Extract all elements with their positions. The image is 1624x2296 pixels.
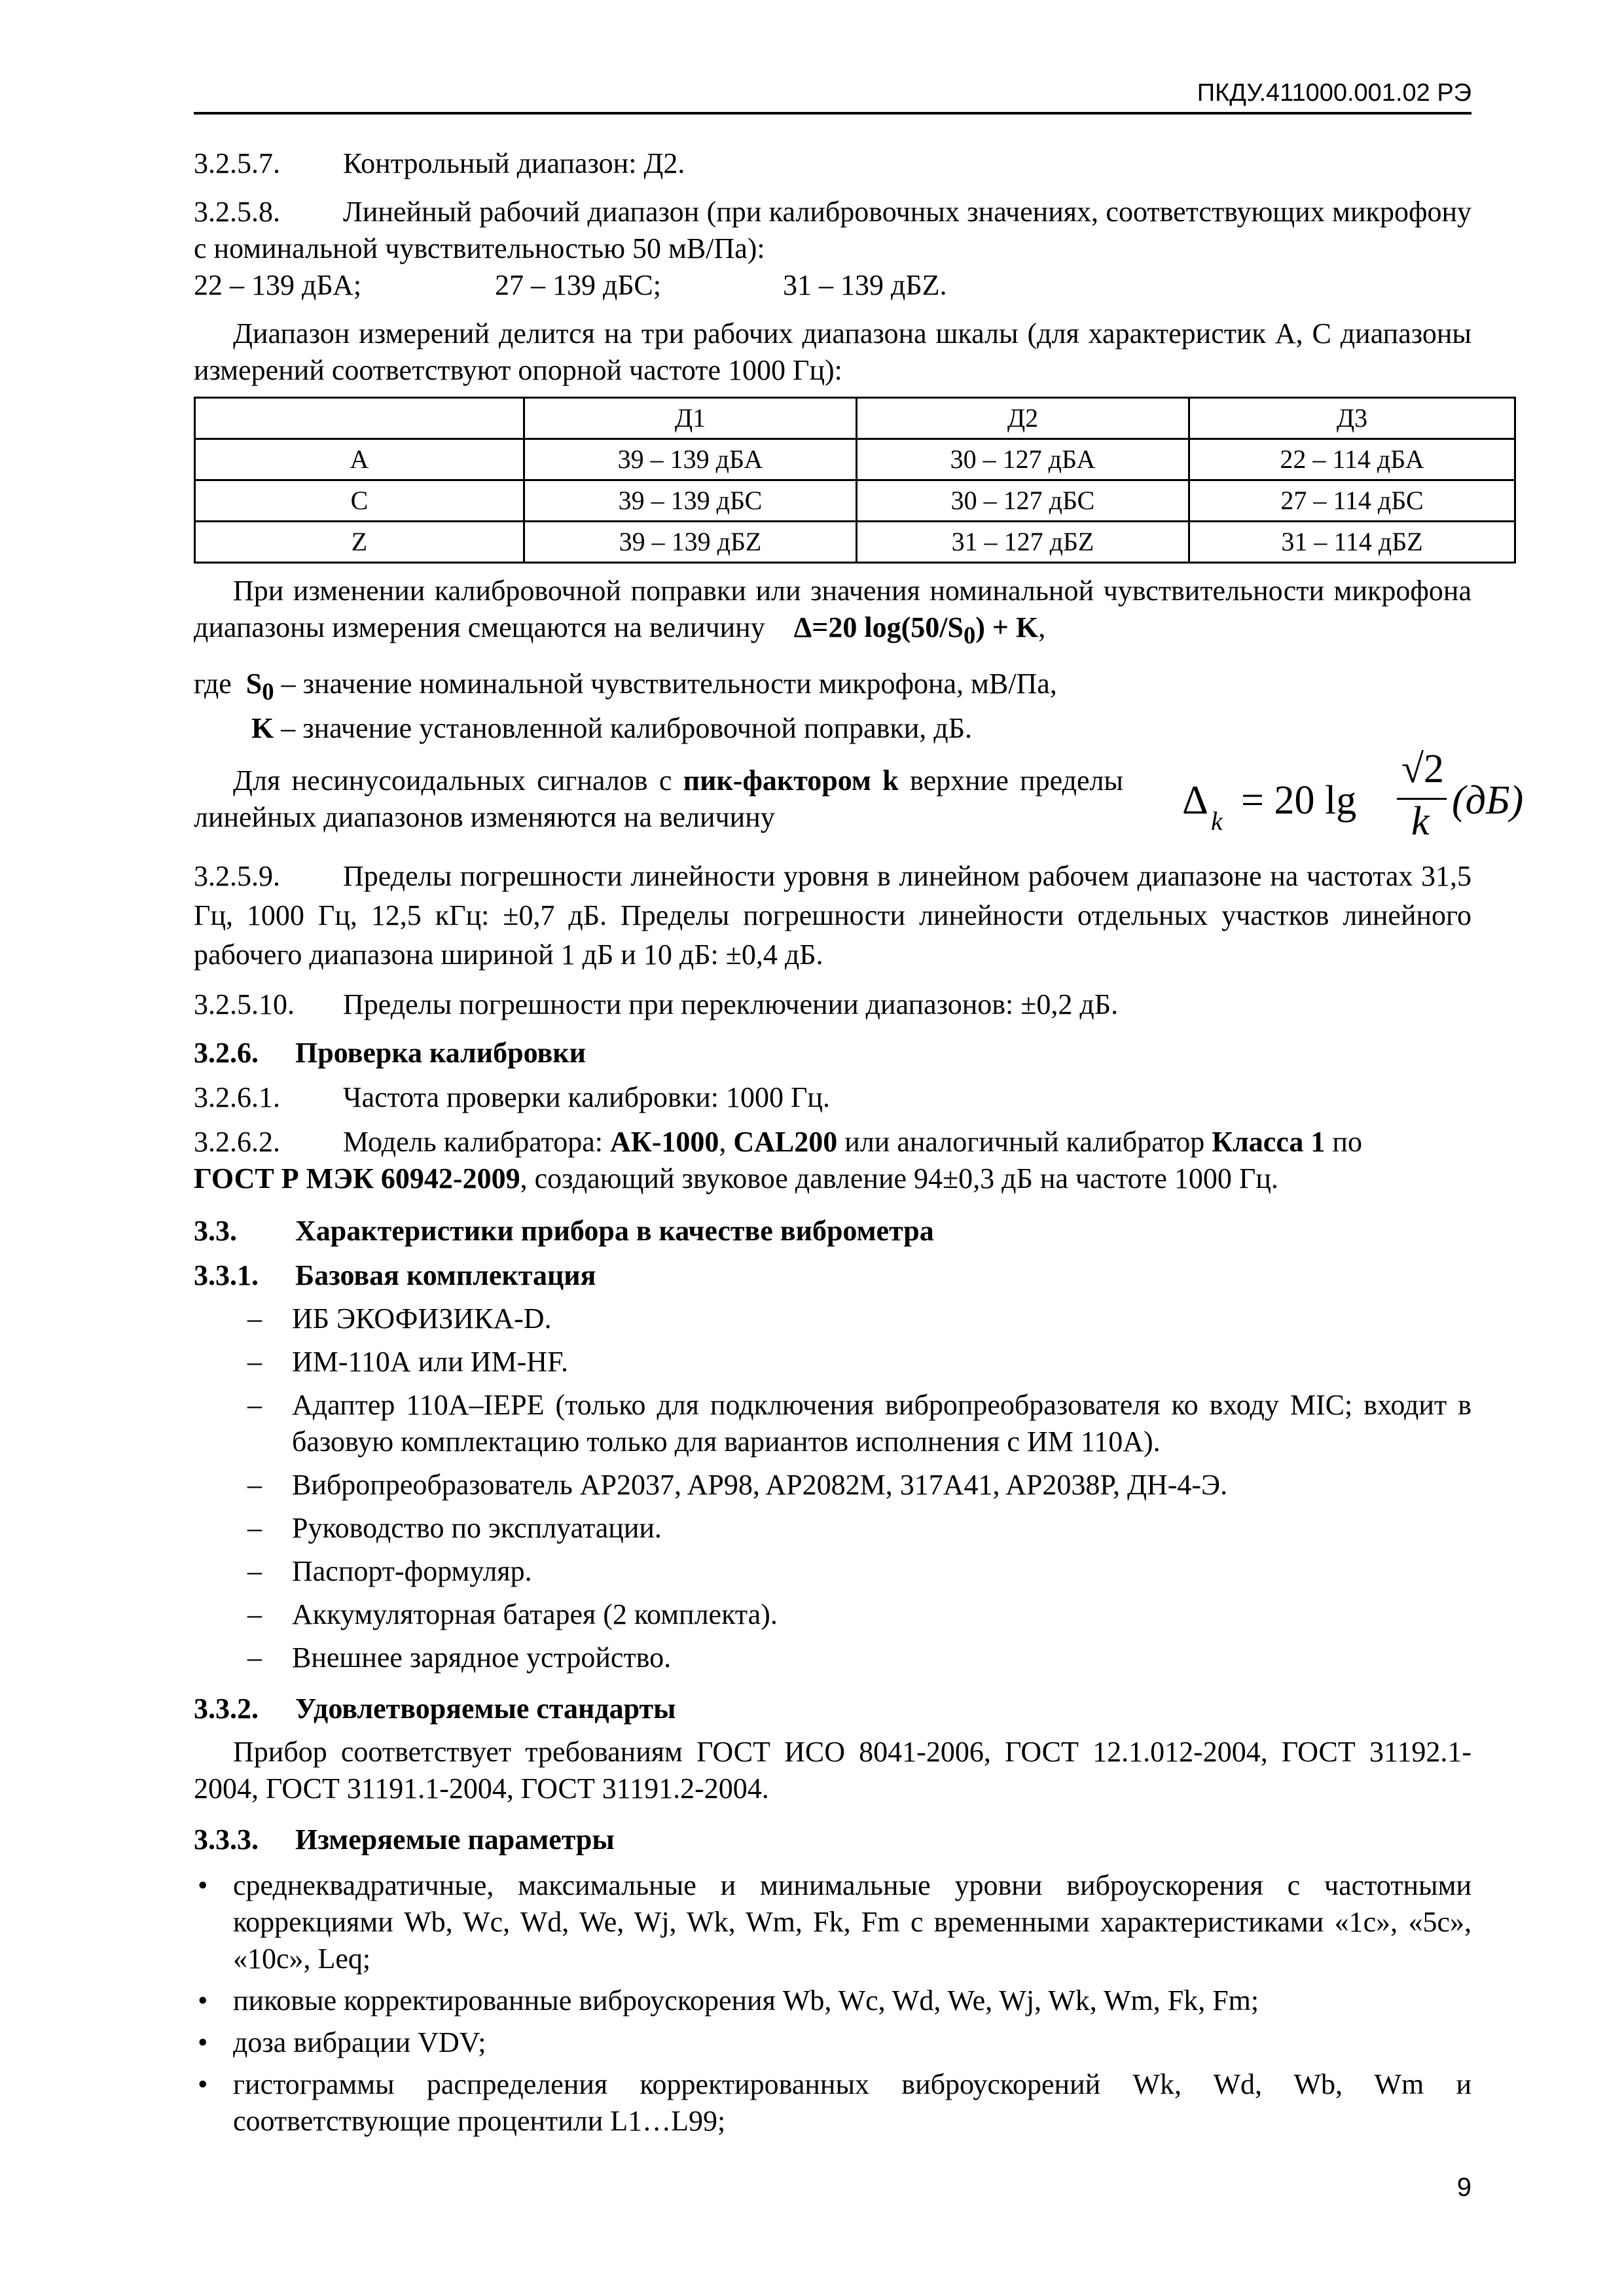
- list-item: – Руководство по эксплуатации.: [247, 1511, 662, 1544]
- page-number: 9: [1456, 2173, 1471, 2202]
- table-header-row: [195, 398, 1515, 439]
- shift-formula: Δ=20 $\log(50/S_0) + K$: [793, 611, 1039, 649]
- item-3-2-6-1: [194, 1079, 1471, 1116]
- measured-params-list: [194, 1867, 1471, 2140]
- section-number: 3.3.2.: [194, 1692, 259, 1725]
- item-text: Пределы погрешности линейности уровня в линейном рабочем диапазоне на частотах 31,5 Гц, 1000 Гц, 12,5 кГц: ±0,7 дБ. Пределы погрешности линейности отдельных участков линейного рабочего диапазона шириной 1 дБ и 10 дБ: ±0,4 дБ.: [194, 859, 1471, 971]
- page-content: [194, 145, 1524, 2140]
- table-cell: 22 – 114 дБА: [1189, 439, 1515, 480]
- table-cell: 30 – 127 дБС: [857, 480, 1189, 522]
- range-a: 22 – 139 дБА;: [194, 269, 362, 301]
- section-title: Проверка калибровки: [295, 1036, 586, 1069]
- item-number: 3.2.6.2.: [194, 1125, 280, 1158]
- table-row: [195, 522, 1515, 563]
- table-header-cell: [195, 398, 524, 439]
- table-cell: 39 – 139 дБС: [524, 480, 857, 522]
- table-row: [195, 439, 1515, 480]
- list-item: – Аккумуляторная батарея (2 комплекта).: [247, 1598, 778, 1630]
- section-3-2-6: [194, 1035, 1471, 1071]
- item-3-2-5-7: [194, 145, 1471, 182]
- section-title: Характеристики прибора в качестве виброметра: [295, 1214, 934, 1247]
- section-number: 3.2.6.: [194, 1036, 259, 1069]
- where-k: [194, 710, 1471, 747]
- document-page: [194, 0, 1524, 2296]
- item-3-2-5-10: [194, 986, 1471, 1023]
- item-text: Линейный рабочий диапазон (при калибровочных значениях, соответствующих микрофону с номинальной чувствительностью 50 мВ/Па):: [194, 196, 1471, 264]
- list-item: • среднеквадратичные, максимальные и минимальные уровни виброускорения с частотными коррекциями Wb, Wc, Wd, We, Wj, Wk, Wm, Fk, Fm с временными характеристиками «1с», «5с», «10с», Leq;: [198, 1869, 1471, 1975]
- item-number: 3.2.5.10.: [194, 988, 295, 1020]
- crest-factor-block: [194, 746, 1524, 857]
- section-3-3-2: [194, 1691, 1471, 1727]
- s0-symbol: $S_0$: [245, 667, 274, 705]
- item-number: 3.2.5.8.: [194, 196, 280, 228]
- table-cell: 31 – 127 дБZ: [857, 522, 1189, 563]
- table-cell: Z: [195, 522, 524, 563]
- item-text: Контрольный диапазон: Д2.: [343, 147, 685, 179]
- table-header-cell: Д3: [1189, 398, 1515, 439]
- table-cell: A: [195, 439, 524, 480]
- table-cell: C: [195, 480, 524, 522]
- ranges-table: [194, 397, 1516, 564]
- section-3-3-1: [194, 1257, 1471, 1294]
- section-title: Удовлетворяемые стандарты: [295, 1692, 676, 1725]
- list-item: – ИБ ЭКОФИЗИКА-D.: [247, 1302, 552, 1335]
- list-item: • пиковые корректированные виброускорения Wb, Wc, Wd, We, Wj, Wk, Wm, Fk, Fm;: [198, 1984, 1259, 2017]
- item-3-2-5-8: [194, 194, 1471, 267]
- standards-text: Прибор соответствует требованиям ГОСТ ИСО 8041-2006, ГОСТ 12.1.012-2004, ГОСТ 31192.1-2004, ГОСТ 31191.1-2004, ГОСТ 31191.2-2004.: [194, 1735, 1471, 1804]
- table-cell: 30 – 127 дБА: [857, 439, 1189, 480]
- table-cell: 31 – 114 дБZ: [1189, 522, 1515, 563]
- item-3-2-6-2: 3.2.6.2. Модель калибратора: АК-1000, CAL200 или аналогичный калибратор Класса 1 по ГОСТ Р МЭК 60942-2009, создающий звуковое давление 94±0,3 дБ на частоте 1000 Гц.: [194, 1124, 1471, 1197]
- table-cell: 39 – 139 дБZ: [524, 522, 857, 563]
- list-item: – Вибропреобразователь AP2037, AP98, AP2082M, 317A41, AP2038P, ДН-4-Э.: [247, 1468, 1228, 1501]
- section-3-3: [194, 1213, 1471, 1249]
- k-symbol: K: [251, 711, 274, 744]
- list-item: – Паспорт-формуляр.: [247, 1554, 532, 1587]
- item-number: 3.2.5.7.: [194, 147, 280, 179]
- section-number: 3.3.: [194, 1214, 237, 1247]
- section-title: Базовая комплектация: [295, 1259, 596, 1291]
- list-item: • доза вибрации VDV;: [198, 2026, 486, 2058]
- where-s0: [194, 666, 1471, 710]
- base-kit-list: [194, 1300, 1471, 1676]
- table-header-cell: Д1: [524, 398, 857, 439]
- item-number: 3.2.6.1.: [194, 1081, 280, 1113]
- table-cell: 39 – 139 дБА: [524, 439, 857, 480]
- list-item: • гистограммы распределения корректированных виброускорений Wk, Wd, Wb, Wm и соответствующие процентили L1…L99;: [198, 2068, 1471, 2137]
- list-item: – Адаптер 110А–IEPE (только для подключения вибропреобразователя ко входу MIC; входит в базовую комплектацию только для вариантов исполнения с ИМ 110А).: [247, 1388, 1471, 1458]
- range-c: 27 – 139 дБС;: [495, 269, 661, 301]
- k-description: – значение установленной калибровочной поправки, дБ.: [274, 711, 972, 744]
- linear-ranges: [194, 267, 1471, 304]
- item-3-2-5-9: [194, 857, 1471, 975]
- shift-paragraph: При изменении калибровочной поправки или значения номинальной чувствительности микрофона диапазоны измерения смещаются на величину Δ=20 $\log(50/S_0) + K$,: [194, 575, 1471, 649]
- section-title: Измеряемые параметры: [295, 1823, 615, 1856]
- range-intro: Диапазон измерений делится на три рабочих диапазона шкалы (для характеристик А, С диапазоны измерений соответствуют опорной частоте 1000 Гц):: [194, 317, 1471, 386]
- shift-text: При изменении калибровочной поправки или значения номинальной чувствительности микрофона диапазоны измерения смещаются на величину: [194, 575, 1471, 643]
- list-item: – ИМ-110А или ИМ-HF.: [247, 1345, 569, 1378]
- list-item: – Внешнее зарядное устройство.: [247, 1641, 672, 1674]
- page-header: [194, 75, 1471, 115]
- section-3-3-3: [194, 1821, 1471, 1858]
- range-z: 31 – 139 дБZ.: [783, 269, 947, 301]
- section-number: 3.3.1.: [194, 1259, 259, 1291]
- item-number: 3.2.5.9.: [194, 859, 280, 892]
- item-text: Частота проверки калибровки: 1000 Гц.: [343, 1081, 830, 1113]
- section-number: 3.3.3.: [194, 1823, 259, 1856]
- crest-factor-formula: Δ k = 20 lg √2 k (дБ): [1182, 746, 1524, 844]
- s0-description: – значение номинальной чувствительности микрофона, мВ/Па,: [274, 667, 1057, 700]
- table-cell: 27 – 114 дБС: [1189, 480, 1515, 522]
- crest-factor-text: Для несинусоидальных сигналов с пик-фактором k верхние пределы линейных диапазонов изменяются на величину: [194, 764, 1123, 833]
- where-label: где: [194, 667, 232, 700]
- document-code: ПКДУ.411000.001.02 РЭ: [1197, 79, 1471, 107]
- table-header-cell: Д2: [857, 398, 1189, 439]
- table-row: [195, 480, 1515, 522]
- item-text: Пределы погрешности при переключении диапазонов: ±0,2 дБ.: [343, 988, 1119, 1020]
